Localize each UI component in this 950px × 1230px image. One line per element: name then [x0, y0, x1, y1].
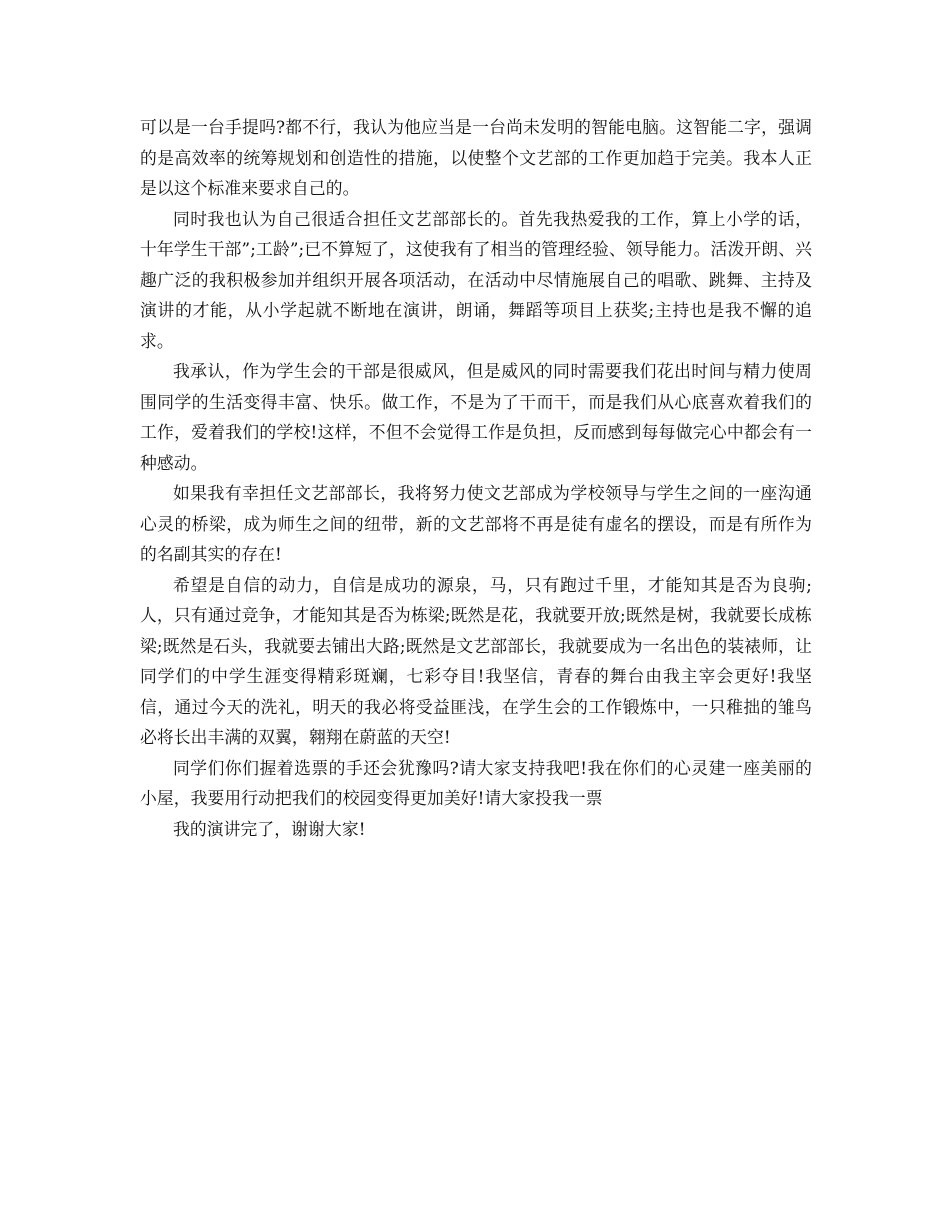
document-body — [140, 112, 812, 844]
paragraph-3: 我承认，作为学生会的干部是很威风，但是威风的同时需要我们花出时间与精力使周围同学的生活变得丰富、快乐。做工作，不是为了干而干，而是我们从心底喜欢着我们的工作，爱着我们的学校!这样，不但不会觉得工作是负担，反而感到每每做完心中都会有一种感动。 — [140, 361, 812, 473]
paragraph-6: 同学们你们握着选票的手还会犹豫吗?请大家支持我吧!我在你们的心灵建一座美丽的小屋，我要用行动把我们的校园变得更加美好!请大家投我一票 — [140, 757, 812, 808]
paragraph-1: 可以是一台手提吗?都不行，我认为他应当是一台尚未发明的智能电脑。这智能二字，强调的是高效率的统筹规划和创造性的措施，以使整个文艺部的工作更加趋于完美。我本人正是以这个标准来要求自己的。 — [140, 117, 812, 198]
paragraph-7: 我的演讲完了，谢谢大家! — [173, 818, 366, 839]
paragraph-5: 希望是自信的动力，自信是成功的源泉，马，只有跑过千里，才能知其是否为良驹;人，只有通过竞争，才能知其是否为栋梁;既然是花，我就要开放;既然是树，我就要长成栋梁;既然是石头，我就要去铺出大路;既然是文艺部部长，我就要成为一名出色的装裱师，让同学们的中学生涯变得精彩斑斓，七彩夺目!我坚信，青春的舞台由我主宰会更好!我坚信，通过今天的洗礼，明天的我必将受益匪浅，在学生会的工作锻炼中，一只稚拙的雏鸟必将长出丰满的双翼，翱翔在蔚蓝的天空! — [140, 574, 812, 747]
paragraph-2: 同时我也认为自己很适合担任文艺部部长的。首先我热爱我的工作，算上小学的话，十年学生干部”;工龄”;已不算短了，这使我有了相当的管理经验、领导能力。活泼开朗、兴趣广泛的我积极参加并组织开展各项活动，在活动中尽情施展自己的唱歌、跳舞、主持及演讲的才能，从小学起就不断地在演讲，朗诵，舞蹈等项目上获奖;主持也是我不懈的追求。 — [140, 208, 812, 351]
paragraph-4: 如果我有幸担任文艺部部长，我将努力使文艺部成为学校领导与学生之间的一座沟通心灵的桥梁，成为师生之间的纽带，新的文艺部将不再是徒有虚名的摆设，而是有所作为的名副其实的存在! — [140, 483, 812, 564]
